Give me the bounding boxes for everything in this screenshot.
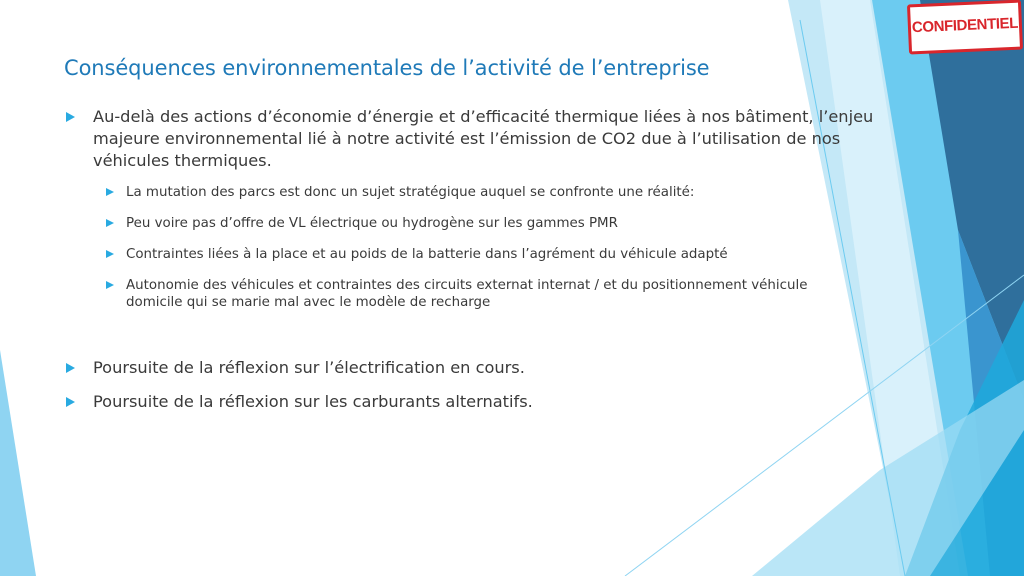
deco-shape-left-edge <box>0 350 36 576</box>
stamp-border <box>907 0 1023 54</box>
bullet-item <box>64 391 884 413</box>
sub-bullet-text: Autonomie des véhicules et contraintes des circuits externat internat / et du positionnement véhicule domicile qui se marie mal avec le modèle de recharge <box>126 278 808 310</box>
sub-bullet-item <box>64 215 884 232</box>
slide-title: Conséquences environnementales de l’activité de l’entreprise <box>64 56 710 80</box>
bullet-item <box>64 106 884 172</box>
arrow-bullet-icon <box>106 219 114 227</box>
arrow-bullet-icon <box>106 188 114 196</box>
bullet-text: Poursuite de la réflexion sur l’électrification en cours. <box>93 358 525 377</box>
bullet-list <box>64 106 884 413</box>
sub-bullet-text: Peu voire pas d’offre de VL électrique ou hydrogène sur les gammes PMR <box>126 216 618 231</box>
arrow-bullet-icon <box>106 250 114 258</box>
sub-bullet-text: La mutation des parcs est donc un sujet stratégique auquel se confronte une réalité: <box>126 185 695 200</box>
confidential-stamp <box>908 2 1020 50</box>
sub-bullet-item <box>64 277 884 311</box>
sub-bullet-text: Contraintes liées à la place et au poids de la batterie dans l’agrément du véhicule adapté <box>126 247 728 262</box>
bullet-text: Au-delà des actions d’économie d’énergie et d’efficacité thermique liées à nos bâtiment, l’enjeu majeure environnemental lié à notre activité est l’émission de CO2 due à l’utilisation de nos véhicules thermiques. <box>93 107 874 170</box>
bullet-item <box>64 357 884 379</box>
arrow-bullet-icon <box>66 112 75 122</box>
sub-bullet-item <box>64 184 884 201</box>
sub-bullet-item <box>64 246 884 263</box>
arrow-bullet-icon <box>66 363 75 373</box>
arrow-bullet-icon <box>106 281 114 289</box>
bullet-text: Poursuite de la réflexion sur les carburants alternatifs. <box>93 392 533 411</box>
arrow-bullet-icon <box>66 397 75 407</box>
stamp-label: CONFIDENTIEL <box>911 14 1019 37</box>
